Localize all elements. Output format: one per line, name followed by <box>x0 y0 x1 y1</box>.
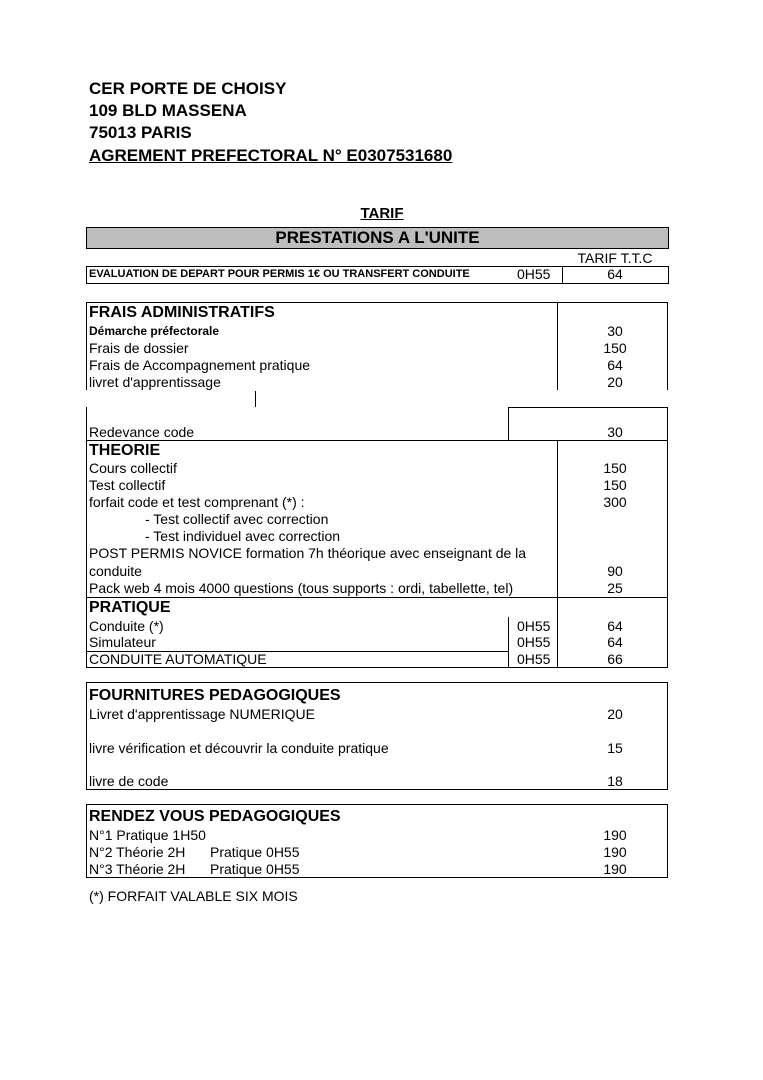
fournitures-item-price: 20 <box>607 706 623 722</box>
prefectoral-agreement: AGREMENT PREFECTORAL N° E0307531680 <box>89 146 453 165</box>
theorie-item-label: forfait code et test comprenant (*) : <box>89 494 305 510</box>
fournitures-item-price: 18 <box>607 773 623 789</box>
rendez-vous-item-price: 190 <box>603 861 627 877</box>
company-address: 109 BLD MASSENA <box>89 101 247 120</box>
evaluation-duration: 0H55 <box>517 266 551 282</box>
frais-item-label: Frais de dossier <box>89 340 189 356</box>
pratique-item-price: 64 <box>607 634 623 650</box>
rendez-vous-item-extra: Pratique 0H55 <box>210 861 300 877</box>
pratique-item-price: 66 <box>607 651 623 667</box>
fournitures-item-label: Livret d'apprentissage NUMERIQUE <box>89 706 315 722</box>
frais-title: FRAIS ADMINISTRATIFS <box>89 304 275 321</box>
rendez-vous-title: RENDEZ VOUS PEDAGOGIQUES <box>89 808 341 825</box>
theorie-item-price: 90 <box>607 563 623 579</box>
theorie-item-price: 25 <box>607 580 623 596</box>
rendez-vous-item-extra: Pratique 0H55 <box>210 844 300 860</box>
fournitures-title: FOURNITURES PEDAGOGIQUES <box>89 687 341 704</box>
frais-item-label: Frais de Accompagnement pratique <box>89 357 311 373</box>
theorie-item-label: conduite <box>89 563 142 579</box>
theorie-item-price: 150 <box>603 460 627 476</box>
theorie-item-label: Pack web 4 mois 4000 questions (tous supports : ordi, tabellette, tel) <box>89 580 514 596</box>
fournitures-item-price: 15 <box>607 740 623 756</box>
footnote: (*) FORFAIT VALABLE SIX MOIS <box>89 888 298 904</box>
frais-item-label: Démarche préfectorale <box>89 324 220 338</box>
pratique-title: PRATIQUE <box>89 599 171 616</box>
theorie-item-price: 300 <box>603 494 627 510</box>
pratique-item-price: 64 <box>607 618 623 634</box>
fournitures-item-label: livre vérification et découvrir la conduite pratique <box>89 740 389 756</box>
evaluation-label: EVALUATION DE DEPART POUR PERMIS 1€ OU TRANSFERT CONDUITE <box>89 268 470 280</box>
tarif-ttc-header: TARIF T.T.C <box>577 250 653 266</box>
pratique-item-label: Simulateur <box>89 634 156 650</box>
pratique-item-duration: 0H55 <box>517 634 551 650</box>
rendez-vous-item-price: 190 <box>603 844 627 860</box>
frais-item-price: 30 <box>607 323 623 339</box>
redevance-price: 30 <box>607 424 623 440</box>
pratique-item-label: CONDUITE AUTOMATIQUE <box>89 651 267 667</box>
evaluation-price: 64 <box>607 266 623 282</box>
theorie-item-label: Test collectif <box>89 477 166 493</box>
theorie-item-label: Cours collectif <box>89 460 177 476</box>
text-cursor-mark <box>255 391 256 407</box>
prestations-title: PRESTATIONS A L'UNITE <box>275 228 480 247</box>
theorie-item-label: POST PERMIS NOVICE formation 7h théorique avec enseignant de la <box>89 545 527 561</box>
frais-item-price: 150 <box>603 340 627 356</box>
theorie-title: THEORIE <box>89 442 161 459</box>
theorie-item-label: - Test collectif avec correction <box>145 511 329 527</box>
company-name: CER PORTE DE CHOISY <box>89 79 287 98</box>
rendez-vous-item-label: N°1 Pratique 1H50 <box>89 827 206 843</box>
frais-item-price: 64 <box>607 357 623 373</box>
prestations-title-bar <box>86 227 669 249</box>
redevance-label: Redevance code <box>89 424 195 440</box>
pratique-item-duration: 0H55 <box>517 618 551 634</box>
theorie-item-label: - Test individuel avec correction <box>145 528 341 544</box>
pratique-item-label: Conduite (*) <box>89 618 164 634</box>
frais-item-price: 20 <box>607 374 623 390</box>
tarif-title: TARIF <box>360 205 404 222</box>
pratique-item-duration: 0H55 <box>517 651 551 667</box>
frais-item-label: livret d'apprentissage <box>89 374 221 390</box>
rendez-vous-item-label: N°3 Théorie 2H <box>89 861 186 877</box>
fournitures-item-label: livre de code <box>89 773 169 789</box>
company-city: 75013 PARIS <box>89 123 192 142</box>
rendez-vous-item-price: 190 <box>603 827 627 843</box>
rendez-vous-item-label: N°2 Théorie 2H <box>89 844 186 860</box>
theorie-item-price: 150 <box>603 477 627 493</box>
